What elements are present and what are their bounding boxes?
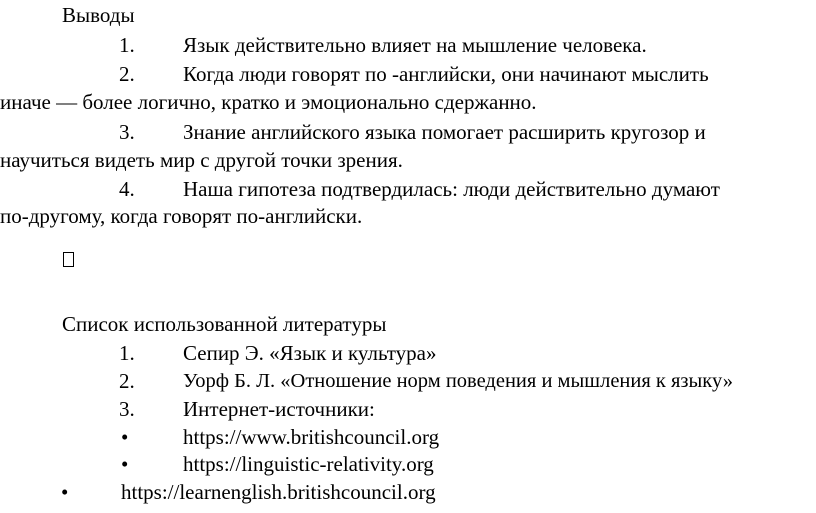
conclusion-text-continued: по-другому, когда говорят по-английски. <box>0 204 363 228</box>
reference-text: Сепир Э. «Язык и культура» <box>183 341 437 365</box>
conclusions-heading: Выводы <box>62 3 135 27</box>
bullet: • <box>61 480 69 504</box>
link-text: https://learnenglish.britishcouncil.org <box>121 480 436 504</box>
conclusion-number: 2. <box>119 62 135 86</box>
reference-number: 1. <box>119 341 135 365</box>
missing-glyph-box <box>63 252 74 267</box>
conclusion-text: Знание английского языка помогает расширить кругозор и <box>183 120 706 144</box>
reference-text: Интернет-источники: <box>183 397 375 421</box>
bullet: • <box>121 452 129 476</box>
conclusion-number: 3. <box>119 120 135 144</box>
conclusion-text: Когда люди говорят по -английски, они начинают мыслить <box>183 62 709 86</box>
link-text: https://linguistic-relativity.org <box>183 452 434 476</box>
reference-number: 3. <box>119 397 135 421</box>
conclusion-text: Язык действительно влияет на мышление человека. <box>183 33 647 57</box>
references-heading: Список использованной литературы <box>62 312 387 336</box>
conclusion-number: 1. <box>119 33 135 57</box>
reference-text: Уорф Б. Л. «Отношение норм поведения и мышления к языку» <box>183 370 733 392</box>
link-text: https://www.britishcouncil.org <box>183 425 440 449</box>
bullet: • <box>121 425 129 449</box>
conclusion-number: 4. <box>119 177 135 201</box>
conclusion-text-continued: научиться видеть мир с другой точки зрения. <box>0 148 403 172</box>
conclusion-text-continued: иначе — более логично, кратко и эмоционально сдержанно. <box>0 90 537 114</box>
conclusion-text: Наша гипотеза подтвердилась: люди действительно думают <box>183 177 720 201</box>
reference-number: 2. <box>119 369 135 393</box>
